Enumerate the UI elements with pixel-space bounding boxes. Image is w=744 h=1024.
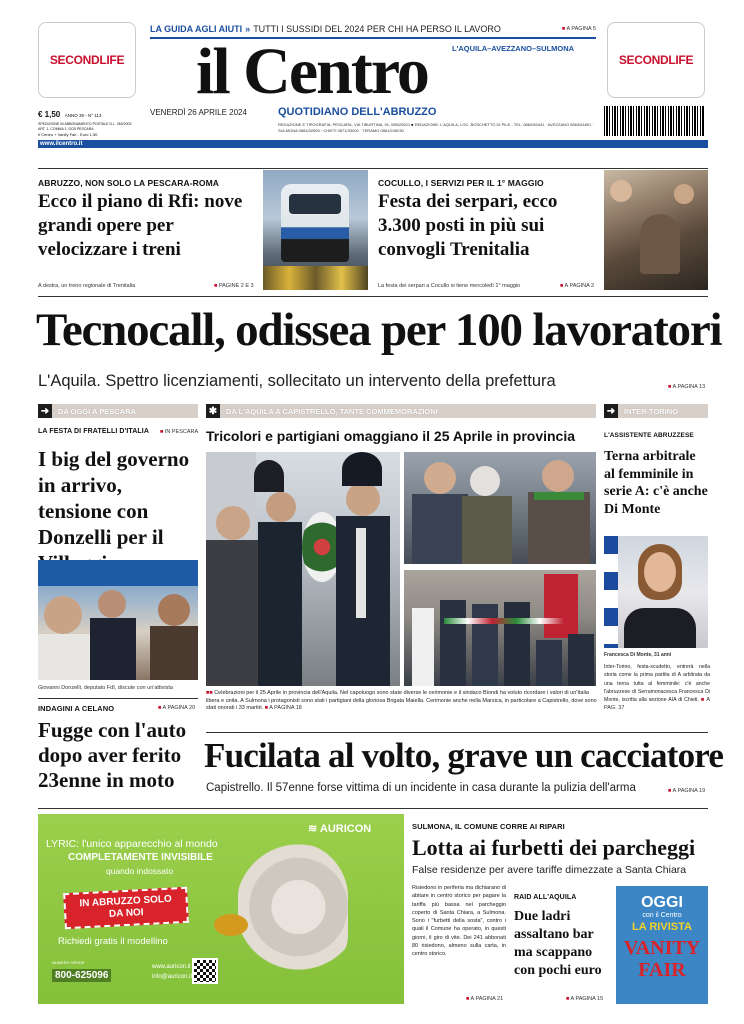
masthead-title: il Centro <box>196 35 428 108</box>
right-section-bar <box>604 404 708 418</box>
right-body <box>604 663 710 713</box>
arrow-right-icon: ➜ <box>604 404 618 418</box>
auricon-logo-icon: ≋ <box>308 823 320 835</box>
left-section-label: DA OGGI A PESCARA <box>58 406 136 416</box>
sulmona-ref[interactable]: ■ A PAGINA 21 <box>466 996 503 1002</box>
right-badge-text: SECONDLIFE <box>618 53 694 67</box>
right-caption: Francesca Di Monte, 31 anni <box>604 652 672 658</box>
right-headline[interactable]: Terna arbitrale al femminile in serie A: c'è anche Di Monte <box>604 449 708 517</box>
top-rule <box>38 168 708 169</box>
ear-illustration <box>238 842 348 972</box>
celano-headline[interactable]: Fugge con l'auto dopo aver ferito 23enne in moto <box>38 718 187 792</box>
sulmona-body: Risiedono in periferia ma dichiarano di abitare in centro storico per pagare la tariffa più bassa nel parcheggio coperto di Santa Chiara, a Sulmona. Sono i "furbetti della sosta", contro i quali il Comune ha operato, in questi giorni, il giro di vite. Dei 241 abbonati 80 risiedono, almeno sulla carta, in centro storico. <box>412 885 506 958</box>
left-section-bar <box>38 404 198 418</box>
right-kicker: L'ASSISTENTE ABRUZZESE <box>604 432 694 439</box>
ad-brand <box>308 822 371 835</box>
left-mid-rule <box>38 698 198 699</box>
ad-email[interactable]: info@auricon.it <box>152 974 193 980</box>
story2-headline[interactable]: Festa dei serpari, ecco 3.300 posti in più sui convogli Trenitalia <box>378 191 558 260</box>
center-caption-text: Celebrazioni per il 25 Aprile in provincia dell'Aquila. Nel capoluogo sono state diverse le cerimonie e il sindaco Biondi ha voluto ricordare i valori di un'Italia libera e unita. A Sulmona i protagonisti sono stati i partigiani della gloriosa Brigata Maiella. Cerimonie anche nella Marsica, in particolare a Capistrello, dove sono stati onorati i 33 martiri. <box>206 690 597 711</box>
ad-phone-box[interactable] <box>52 960 122 988</box>
ad-line3: quando indossato <box>106 866 174 876</box>
masthead-address: REDAZIONE E TIPOGRAFIA: PESCARA, VIA TIBURTINA, 91, 085/20521 ■ REDAZIONE: L'AQUILA, LOC. BOSCHETTO DI PILE - TEL. 0862/60441 · AVEZZANO 0863/44801 · SULMONA 0864/32500 · CHIETI 0871/33200 · TERAMO 0861/245230 <box>278 122 594 133</box>
website-bar[interactable] <box>38 140 708 148</box>
masthead-editions: L'AQUILA–AVEZZANO–SULMONA <box>452 44 575 53</box>
top-teaser-text: TUTTI I SUSSIDI DEL 2024 PER CHI HA PERSO IL LAVORO <box>253 24 501 34</box>
ad-stamp <box>63 887 189 929</box>
sulmona-headline[interactable]: Lotta ai furbetti dei parcheggi <box>412 835 696 860</box>
asterisk-icon: ✱ <box>206 404 220 418</box>
website-link[interactable]: www.ilcentro.it <box>40 141 83 147</box>
donzelli-photo <box>38 560 198 680</box>
ad-stamp-text: IN ABRUZZO SOLO DA NOI <box>79 893 173 920</box>
masthead-date: VENERDÌ 26 APRILE 2024 <box>150 108 247 117</box>
ad-phone: 800-625096 <box>52 969 111 982</box>
ad-line4: Richiedi gratis il modellino <box>58 936 168 947</box>
vanity-fair-box[interactable] <box>616 886 708 1004</box>
story1-kicker: ABRUZZO, NON SOLO LA PESCARA-ROMA <box>38 178 220 188</box>
top-teaser-ref: ■ A PAGINA 5 <box>562 26 596 32</box>
hearing-aid-icon <box>214 914 248 936</box>
story2-kicker: COCULLO, I SERVIZI PER IL 1° MAGGIO <box>378 178 544 188</box>
left-kicker: LA FESTA DI FRATELLI D'ITALIA <box>38 428 149 435</box>
masthead-subtitle: QUOTIDIANO DELL'ABRUZZO <box>278 106 437 118</box>
left-kicker-ref: ■ IN PESCARA <box>160 429 198 435</box>
red-square-icon: ■■ <box>206 690 215 696</box>
story2-ref[interactable]: ■ A PAGINA 2 <box>560 283 594 289</box>
small-info-3: Il Centro + Vanity Fair - Euro 1,50 <box>38 132 98 137</box>
sulmona-subhead: False residenze per avere tariffe dimezzate a Santa Chiara <box>412 864 687 876</box>
story2-caption: La festa dei serpari a Cocullo si tiene mercoledì 1° maggio <box>378 283 521 289</box>
left-headline[interactable]: I big del governo in arrivo, tensione con Donzelli per il <box>38 447 190 549</box>
story1-caption: A destra, un treno regionale di Trenitalia <box>38 283 136 289</box>
left-badge[interactable] <box>38 22 136 98</box>
top-teaser[interactable] <box>150 22 596 36</box>
right-ref[interactable]: ■ A PAG. 37 <box>604 697 710 711</box>
ad-web[interactable]: www.auricon.it <box>152 964 191 970</box>
vanity-brand2: FAIR <box>638 959 686 981</box>
right-section-label: INTER-TORINO <box>624 406 679 416</box>
celano-kicker: INDAGINI A CELANO <box>38 704 115 713</box>
price-block <box>38 104 148 138</box>
center-ref[interactable]: ■ A PAGINA 18 <box>265 705 302 711</box>
raid-kicker: RAID ALL'AQUILA <box>514 894 577 901</box>
ad-phone-label: NUMERO VERDE <box>52 960 85 965</box>
center-section-bar <box>206 404 596 418</box>
right-body-text: Inter-Torino, festa-scudetto, entrerà nella storia come la prima partita di A arbitrata da una terna tutta al femminile: c'è anche l'abruzzese di Serramonacesca Francesca Di Monte, iscritta alla sezione AIA di Chieti. <box>604 664 710 704</box>
vanity-brand1: VANITY <box>623 937 701 959</box>
cacciatore-subhead: Capistrello. Il 57enne forse vittima di un incidente in casa durante la pulizia dell'arma <box>206 782 636 794</box>
double-chevron-icon: » <box>245 24 251 34</box>
cacciatore-ref[interactable]: ■ A PAGINA 19 <box>668 788 705 794</box>
year-info: ANNO 39 - N° 113 <box>64 113 102 118</box>
serpari-photo <box>604 170 708 290</box>
bottom-rule <box>38 808 708 809</box>
vanity-mid: LA RIVISTA <box>632 921 692 933</box>
celano-ref[interactable]: ■ A PAGINA 20 <box>158 705 195 711</box>
lead-rule <box>38 296 708 297</box>
auricon-ad[interactable] <box>38 814 404 1004</box>
arrow-right-icon: ➜ <box>38 404 52 418</box>
story1-headline[interactable]: Ecco il piano di Rfi: nove grandi opere per velocizzare i treni <box>38 191 243 260</box>
lead-ref[interactable]: ■ A PAGINA 13 <box>668 384 705 390</box>
sulmona-kicker: SULMONA, IL COMUNE CORRE AI RIPARI <box>412 822 565 831</box>
ad-line2: COMPLETAMENTE INVISIBILE <box>68 852 213 863</box>
price: € 1,50 <box>38 110 61 119</box>
story1-ref[interactable]: ■ PAGINE 2 E 3 <box>214 283 254 289</box>
vanity-top: OGGI <box>641 894 683 911</box>
ceremony-photo-elders <box>404 452 596 564</box>
center-section-label: DA L'AQUILA A CAPISTRELLO, TANTE COMMEMORAZIONI <box>226 406 438 416</box>
train-photo <box>263 170 368 290</box>
ceremony-photo-main <box>206 452 400 686</box>
ad-brand-text: AURICON <box>319 823 372 835</box>
top-teaser-label: LA GUIDA AGLI AIUTI <box>150 24 243 34</box>
barcode <box>604 106 704 136</box>
dimonte-photo <box>604 536 708 648</box>
center-headline[interactable]: Tricolori e partigiani omaggiano il 25 Aprile in provincia <box>206 428 576 444</box>
raid-ref[interactable]: ■ A PAGINA 15 <box>566 996 603 1002</box>
ceremony-photo-mayors <box>404 570 596 686</box>
qr-code-icon[interactable] <box>192 958 218 984</box>
right-badge[interactable] <box>607 22 705 98</box>
lead-headline[interactable]: Tecnocall, odissea per 100 lavoratori <box>36 304 722 356</box>
small-info-1: SPEDIZIONE IN ABBONAMENTO POSTALE D.L. 353/2003 <box>38 122 132 126</box>
left-caption: Giovanni Donzelli, deputato FdI, discute con un'attivista <box>38 685 173 691</box>
center-caption <box>206 690 598 713</box>
vanity-with: con il Centro <box>642 912 682 919</box>
cacciatore-rule <box>206 732 708 733</box>
ad-line1: LYRIC: l'unico apparecchio al mondo <box>46 838 218 850</box>
cacciatore-headline[interactable]: Fucilata al volto, grave un cacciatore <box>204 736 724 775</box>
small-info-2: ART. 1, COMMA 1, DCB PESCARA <box>38 127 94 131</box>
left-badge-text: SECONDLIFE <box>49 53 125 67</box>
raid-headline[interactable]: Due ladri assaltano bar ma scappano con pochi euro <box>514 909 602 978</box>
lead-subhead: L'Aquila. Spettro licenziamenti, sollecitato un intervento della prefettura <box>38 372 556 390</box>
